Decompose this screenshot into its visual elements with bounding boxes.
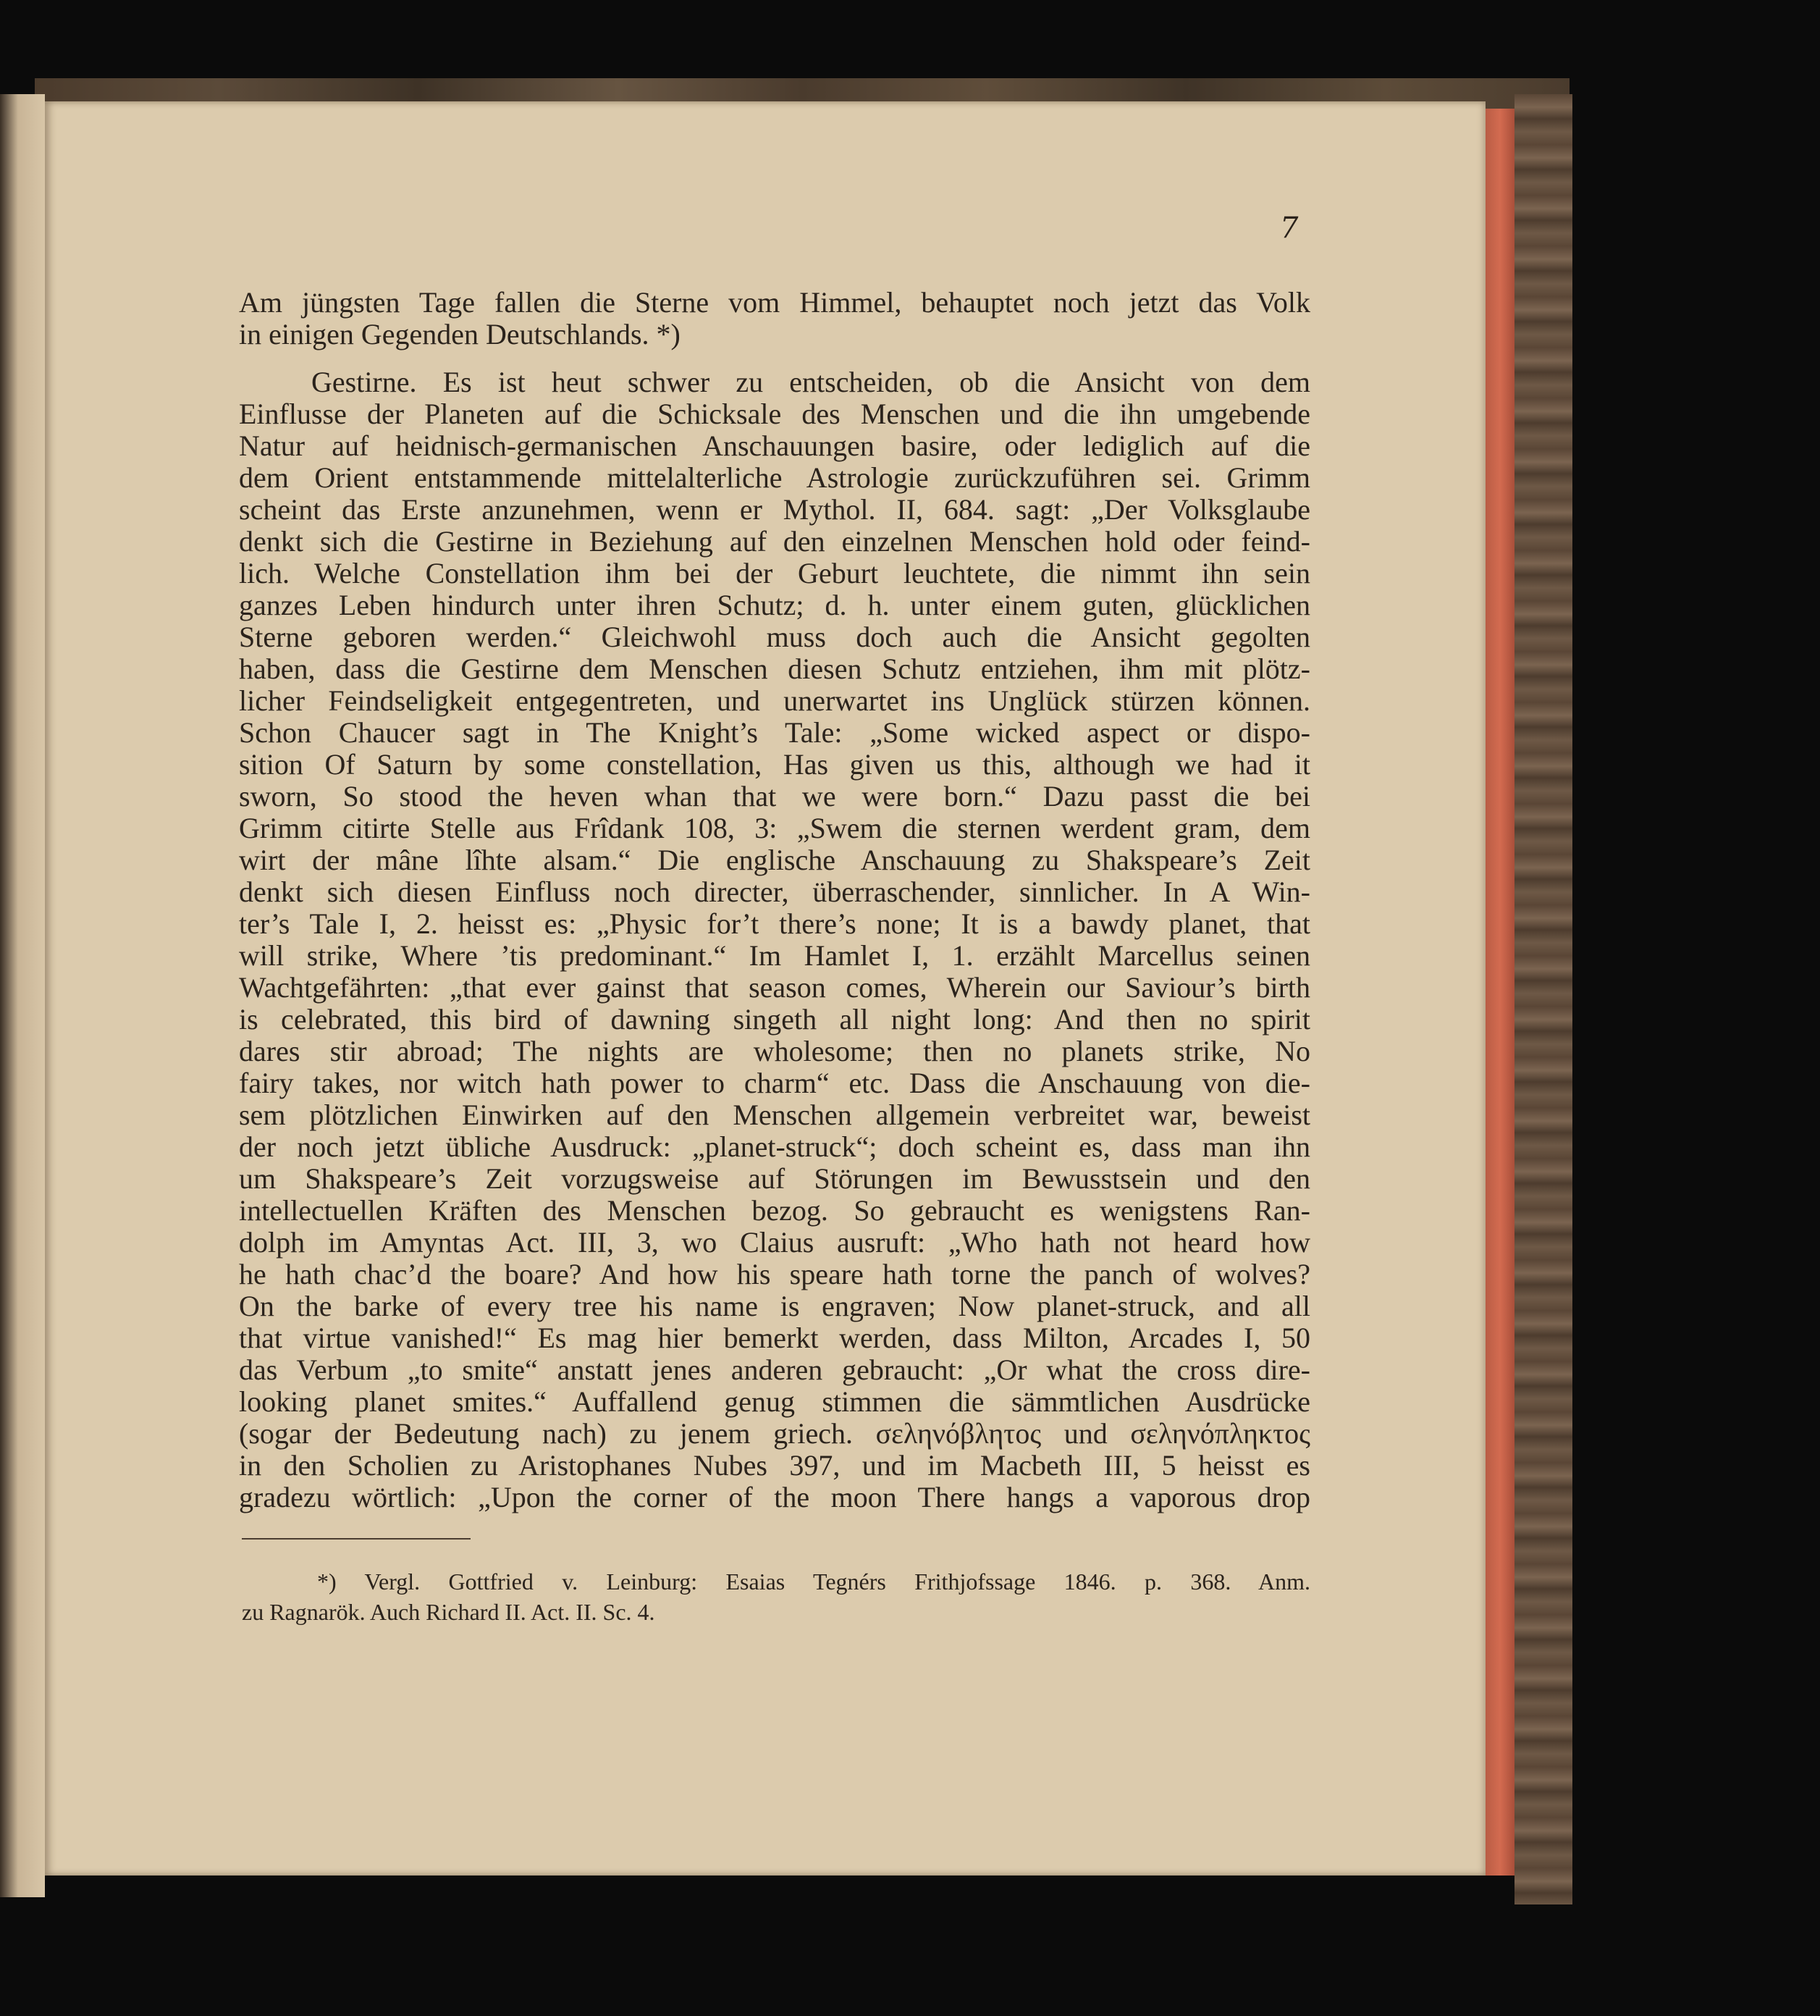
text-line: haben, dass die Gestirne dem Menschen diesen Schutz entziehen, ihm mit plötz- <box>239 653 1310 685</box>
text-line: dolph im Amyntas Act. III, 3, wo Claius ausruft: „Who hath not heard how <box>239 1227 1310 1259</box>
text-line: in einigen Gegenden Deutschlands. *) <box>239 319 681 350</box>
text-line: dem Orient entstammende mittelalterliche Astrologie zurückzuführen sei. Grimm <box>239 462 1310 494</box>
text-line: der noch jetzt übliche Ausdruck: „planet-struck“; doch scheint es, dass man ihn <box>239 1131 1310 1163</box>
text-line: On the barke of every tree his name is engraven; Now planet-struck, and all <box>239 1290 1310 1322</box>
text-line: in den Scholien zu Aristophanes Nubes 397, und im Macbeth III, 5 heisst es <box>239 1450 1310 1482</box>
text-line: lich. Welche Constellation ihm bei der Geburt leuchtete, die nimmt ihn sein <box>239 558 1310 589</box>
text-line: Grimm citirte Stelle aus Frîdank 108, 3: „Swem die sternen werdent gram, dem <box>239 812 1310 844</box>
page-number: 7 <box>1280 211 1299 245</box>
marbled-cover-right <box>1514 94 1572 1904</box>
text-line: fairy takes, nor witch hath power to charm“ etc. Dass die Anschauung von die- <box>239 1067 1310 1099</box>
text-line: Am jüngsten Tage fallen die Sterne vom Himmel, behauptet noch jetzt das Volk <box>239 287 1310 319</box>
text-line: Schon Chaucer sagt in The Knight’s Tale: „Some wicked aspect or dispo- <box>239 717 1310 749</box>
text-line: is celebrated, this bird of dawning singeth all night long: And then no spirit <box>239 1004 1310 1036</box>
text-line: Gestirne. Es ist heut schwer zu entscheiden, ob die Ansicht von dem <box>311 366 1310 398</box>
text-line: he hath chac’d the boare? And how his speare hath torne the panch of wolves? <box>239 1259 1310 1290</box>
text-line: ter’s Tale I, 2. heisst es: „Physic for’t there’s none; It is a bawdy planet, that <box>239 908 1310 940</box>
text-line: that virtue vanished!“ Es mag hier bemerkt werden, dass Milton, Arcades I, 50 <box>239 1322 1310 1354</box>
text-line: Natur auf heidnisch-germanischen Anschauungen basire, oder lediglich auf die <box>239 430 1310 462</box>
text-line: sem plötzlichen Einwirken auf den Menschen allgemein verbreitet war, beweist <box>239 1099 1310 1131</box>
text-line: licher Feindseligkeit entgegentreten, und unerwartet ins Unglück stürzen können. <box>239 685 1310 717</box>
text-line: das Verbum „to smite“ anstatt jenes anderen gebraucht: „Or what the cross dire- <box>239 1354 1310 1386</box>
text-line: denkt sich diesen Einfluss noch directer, überraschender, sinnlicher. In A Win- <box>239 876 1310 908</box>
text-line: intellectuellen Kräften des Menschen bezog. So gebraucht es wenigstens Ran- <box>239 1195 1310 1227</box>
text-line: dares stir abroad; The nights are wholesome; then no planets strike, No <box>239 1036 1310 1067</box>
text-line: looking planet smites.“ Auffallend genug stimmen die sämmtlichen Ausdrücke <box>239 1386 1310 1418</box>
text-line: gradezu wörtlich: „Upon the corner of the moon There hangs a vaporous drop <box>239 1482 1310 1513</box>
text-line: sworn, So stood the heven whan that we were born.“ Dazu passt die bei <box>239 781 1310 812</box>
text-line: denkt sich die Gestirne in Beziehung auf den einzelnen Menschen hold oder feind- <box>239 526 1310 558</box>
left-page-edge <box>0 94 45 1897</box>
text-line: Sterne geboren werden.“ Gleichwohl muss doch auch die Ansicht gegolten <box>239 621 1310 653</box>
text-line: will strike, Where ’tis predominant.“ Im Hamlet I, 1. erzählt Marcellus seinen <box>239 940 1310 972</box>
footnote-line: *) Vergl. Gottfried v. Leinburg: Esaias Tegnérs Frithjofssage 1846. p. 368. Anm. <box>317 1568 1310 1595</box>
footnote-rule <box>242 1538 471 1540</box>
text-line: (sogar der Bedeutung nach) zu jenem griech. σεληνόβλητος und σεληνόπληκτος <box>239 1418 1310 1450</box>
text-line: Einflusse der Planeten auf die Schicksale des Menschen und die ihn umgebende <box>239 398 1310 430</box>
text-line: Wachtgefährten: „that ever gainst that season comes, Wherein our Saviour’s birth <box>239 972 1310 1004</box>
red-page-edges <box>1486 109 1514 1876</box>
text-line: scheint das Erste anzunehmen, wenn er Mythol. II, 684. sagt: „Der Volksglaube <box>239 494 1310 526</box>
text-line: um Shakspeare’s Zeit vorzugsweise auf Störungen im Bewusstsein und den <box>239 1163 1310 1195</box>
text-line: ganzes Leben hindurch unter ihren Schutz; d. h. unter einem guten, glücklichen <box>239 589 1310 621</box>
footnote-line: zu Ragnarök. Auch Richard II. Act. II. Sc. 4. <box>242 1599 655 1625</box>
text-line: sition Of Saturn by some constellation, Has given us this, although we had it <box>239 749 1310 781</box>
text-line: wirt der mâne lîhte alsam.“ Die englische Anschauung zu Shakspeare’s Zeit <box>239 844 1310 876</box>
